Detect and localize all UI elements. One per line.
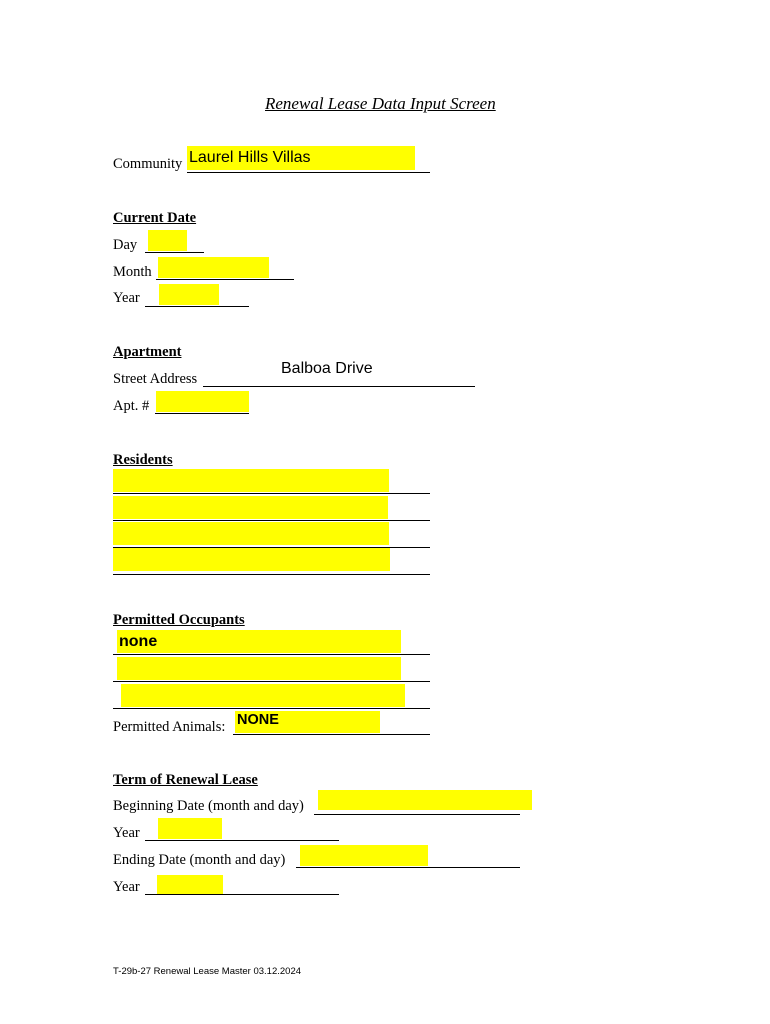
street-address-label: Street Address [113, 371, 198, 387]
apt-number-field[interactable] [156, 391, 249, 412]
ending-year-field[interactable] [157, 875, 223, 894]
occupant-underline-1 [113, 654, 430, 655]
community-value: Laurel Hills Villas [189, 149, 311, 166]
permitted-occupants-heading: Permitted Occupants [113, 612, 245, 628]
ending-date-underline [296, 867, 520, 868]
year-label: Year [113, 290, 140, 306]
ending-year-label: Year [113, 879, 140, 895]
beginning-date-label: Beginning Date (month and day) [113, 798, 304, 814]
ending-date-field[interactable] [300, 845, 428, 866]
community-underline [187, 172, 430, 173]
month-field[interactable] [158, 257, 269, 278]
permitted-animals-label: Permitted Animals: [113, 719, 226, 735]
apt-number-underline [155, 413, 249, 414]
term-heading: Term of Renewal Lease [113, 772, 258, 788]
beginning-year-underline [145, 840, 339, 841]
street-address-underline[interactable] [203, 386, 475, 387]
month-label: Month [113, 264, 152, 280]
current-date-heading: Current Date [113, 210, 197, 226]
occupant-field-1[interactable] [117, 630, 401, 653]
occupant-field-2[interactable] [117, 657, 401, 680]
street-address-value: Balboa Drive [281, 360, 373, 377]
resident-underline-2 [113, 520, 430, 521]
apartment-heading: Apartment [113, 344, 182, 360]
resident-field-4[interactable] [113, 548, 390, 571]
day-field[interactable] [148, 230, 187, 251]
occupant-field-3[interactable] [121, 684, 405, 707]
page-title: Renewal Lease Data Input Screen [265, 94, 496, 113]
year-underline [145, 306, 249, 307]
ending-year-underline [145, 894, 339, 895]
ending-date-label: Ending Date (month and day) [113, 852, 286, 868]
day-label: Day [113, 237, 138, 253]
occupant-value: none [119, 633, 158, 650]
community-label: Community [113, 156, 183, 172]
occupant-underline-3 [113, 708, 430, 709]
resident-underline-4 [113, 574, 430, 575]
beginning-date-underline [314, 814, 520, 815]
occupant-underline-2 [113, 681, 430, 682]
year-field[interactable] [159, 284, 219, 305]
beginning-year-label: Year [113, 825, 140, 841]
beginning-year-field[interactable] [158, 818, 222, 839]
residents-heading: Residents [113, 452, 173, 468]
resident-field-2[interactable] [113, 496, 388, 519]
apt-number-label: Apt. # [113, 398, 150, 414]
month-underline [156, 279, 294, 280]
day-underline [145, 252, 204, 253]
permitted-animals-value: NONE [237, 712, 279, 728]
resident-field-1[interactable] [113, 469, 389, 492]
resident-underline-1 [113, 493, 430, 494]
resident-field-3[interactable] [113, 522, 389, 545]
beginning-date-field[interactable] [318, 790, 532, 810]
document-footer: T-29b-27 Renewal Lease Master 03.12.2024 [113, 966, 302, 977]
permitted-animals-underline [233, 734, 430, 735]
